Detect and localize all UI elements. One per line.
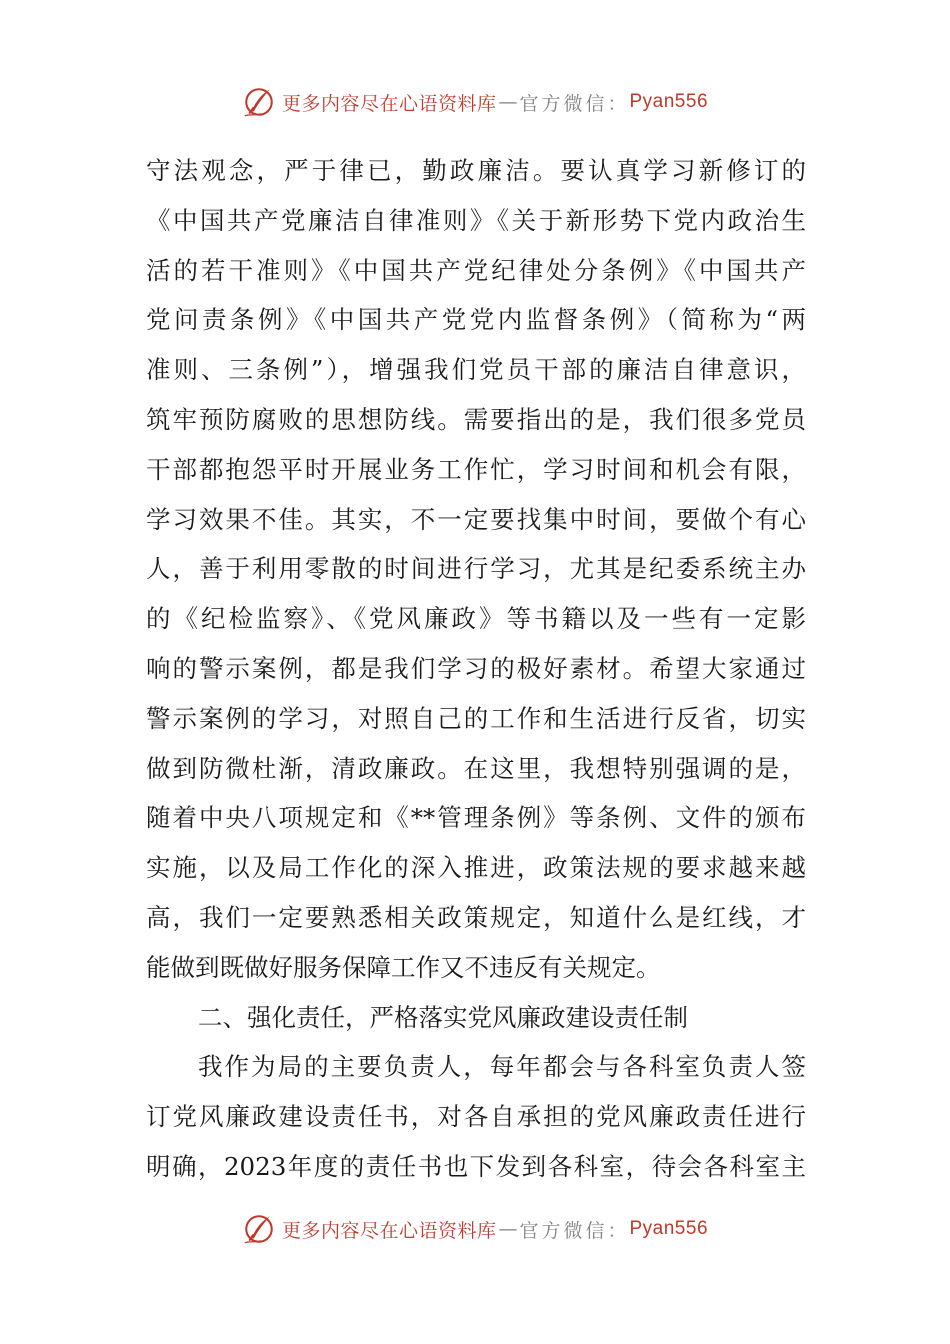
text-line: 人，善于利用零散的时间进行学习，尤其是纪委系统主办 xyxy=(146,554,806,584)
quill-logo-icon xyxy=(242,1212,276,1246)
text-line: 准则、三条例”），增强我们党员干部的廉洁自律意识， xyxy=(146,355,806,385)
text-line: 做到防微杜渐，清政廉政。在这里，我想特别强调的是， xyxy=(146,753,806,783)
section-heading: 二、强化责任，严格落实党风廉政建设责任制 xyxy=(198,1002,688,1032)
text-line: 《中国共产党廉洁自律准则》《关于新形势下党内政治生 xyxy=(146,205,806,235)
text-line: 我作为局的主要负责人，每年都会与各科室负责人签 xyxy=(198,1052,806,1082)
text-line: 干部都抱怨平时开展业务工作忙，学习时间和机会有限， xyxy=(146,454,806,484)
quill-logo-icon xyxy=(242,85,276,119)
watermark-main-text: 更多内容尽在心语资料库 xyxy=(281,92,497,115)
text-line: 学习效果不佳。其实，不一定要找集中时间，要做个有心 xyxy=(146,504,806,534)
text-line: 守法观念，严于律已，勤政廉洁。要认真学习新修订的 xyxy=(146,156,806,185)
text-line: 能做到既做好服务保障工作又不违反有关规定。 xyxy=(146,952,661,982)
watermark-header xyxy=(0,82,950,122)
watermark-main-text: 更多内容尽在心语资料库 xyxy=(281,1219,497,1242)
watermark-footer xyxy=(0,1209,950,1249)
text-line: 的《纪检监察》、《党风廉政》等书籍以及一些有一定影 xyxy=(146,604,806,634)
text-line: 筑牢预防腐败的思想防线。需要指出的是，我们很多党员 xyxy=(146,404,806,434)
watermark-official-label: 官方微信： xyxy=(519,92,630,115)
watermark-official-label: 官方微信： xyxy=(519,1219,630,1242)
watermark-dash: — xyxy=(498,1218,518,1240)
text-line: 活的若干准则》《中国共产党纪律处分条例》《中国共产 xyxy=(146,255,806,285)
text-line: 党问责条例》《中国共产党党内监督条例》（简称为“两 xyxy=(146,305,806,335)
text-line: 实施，以及局工作化的深入推进，政策法规的要求越来越 xyxy=(146,853,806,883)
document-body xyxy=(146,146,806,1192)
text-line: 明确，2023年度的责任书也下发到各科室，待会各科室主 xyxy=(146,1151,806,1181)
text-line: 高，我们一定要熟悉相关政策规定，知道什么是红线，才 xyxy=(146,902,806,932)
text-line: 响的警示案例，都是我们学习的极好素材。希望大家通过 xyxy=(146,653,806,683)
text-line: 随着中央八项规定和《**管理条例》等条例、文件的颁布 xyxy=(146,803,806,833)
text-line: 警示案例的学习，对照自己的工作和生活进行反省，切实 xyxy=(146,703,806,733)
watermark-wechat-id: Pyan556 xyxy=(629,1218,709,1239)
watermark-wechat-id: Pyan556 xyxy=(629,91,709,112)
watermark-dash: — xyxy=(498,91,518,113)
text-line: 订党风廉政建设责任书，对各自承担的党风廉政责任进行 xyxy=(146,1102,806,1132)
